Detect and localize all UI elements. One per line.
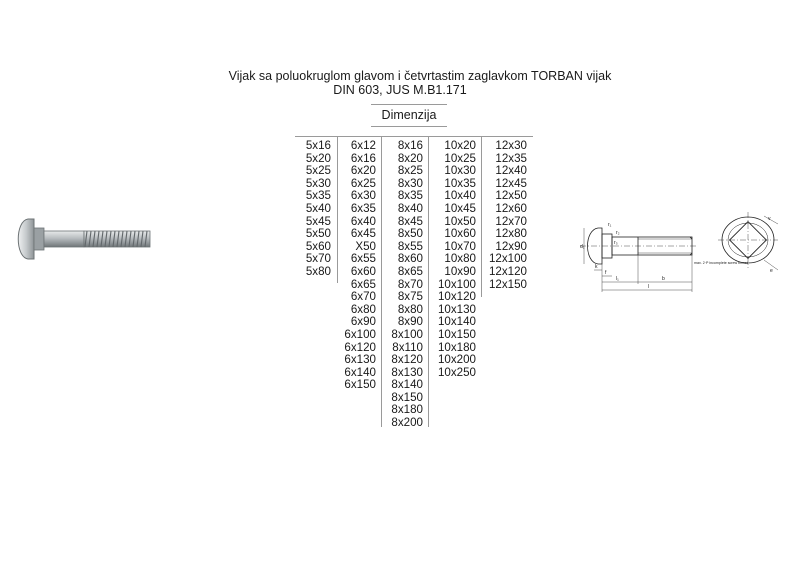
table-cell: 8x55 xyxy=(397,239,423,253)
table-cell: 8x60 xyxy=(397,252,423,266)
table-cell: 5x16 xyxy=(305,139,331,152)
title-line-2: DIN 603, JUS M.B1.171 xyxy=(333,83,467,97)
table-cell: 10x80 xyxy=(444,252,476,266)
table-cell: 6x100 xyxy=(344,327,376,341)
table-cell: 10x150 xyxy=(437,327,476,341)
table-cell: 5x60 xyxy=(305,239,331,253)
label-v: v xyxy=(768,216,771,222)
table-cell: 12x70 xyxy=(495,214,527,228)
table-header: Dimenzija xyxy=(381,108,437,122)
table-cell: 12x50 xyxy=(495,189,527,203)
table-cell: 8x75 xyxy=(397,290,423,304)
header-top-rule xyxy=(371,104,447,105)
header-bottom-rule xyxy=(371,126,447,127)
title-line-1: Vijak sa poluokruglom glavom i četvrtastim zaglavkom TORBAN vijak xyxy=(228,69,612,83)
table-cell: 8x40 xyxy=(397,201,423,215)
label-e: e xyxy=(770,268,773,274)
table-cell: 8x20 xyxy=(397,151,423,165)
table-cell: 5x25 xyxy=(305,164,331,178)
table-cell: 5x50 xyxy=(305,227,331,241)
table-cell: 6x30 xyxy=(350,189,376,203)
table-cell: 10x90 xyxy=(444,264,476,278)
table-cell: 8x140 xyxy=(391,378,423,392)
table-cell: 12x120 xyxy=(488,264,527,278)
label-k: k xyxy=(595,264,598,270)
table-cell: 5x40 xyxy=(305,201,331,215)
table-cell: 10x120 xyxy=(437,290,476,304)
table-column-10mm xyxy=(429,140,476,379)
label-l1: l₁ xyxy=(616,276,619,282)
technical-drawing xyxy=(578,210,783,302)
table-cell: X50 xyxy=(355,239,376,253)
table-cell: 5x30 xyxy=(305,176,331,190)
table-cell: 10x50 xyxy=(444,214,476,228)
label-b: b xyxy=(662,276,665,282)
table-cell: 10x45 xyxy=(444,201,476,215)
table-cell: 12x35 xyxy=(495,151,527,165)
table-cell: 10x250 xyxy=(437,365,476,379)
table-cell: 8x50 xyxy=(397,227,423,241)
table-cell: 8x30 xyxy=(397,176,423,190)
table-cell: 5x70 xyxy=(305,252,331,266)
label-d1: d₁ xyxy=(580,244,585,250)
table-cell: 6x60 xyxy=(350,264,376,278)
label-r1: r₁ xyxy=(608,222,612,228)
table-cell: 6x90 xyxy=(350,315,376,329)
table-cell: 5x80 xyxy=(305,264,331,278)
label-r2: r₂ xyxy=(616,230,620,236)
table-cell: 8x90 xyxy=(397,315,423,329)
table-cell: 6x12 xyxy=(350,139,376,152)
table-cell: 10x20 xyxy=(444,139,476,152)
table-cell: 6x16 xyxy=(350,151,376,165)
carriage-bolt-image xyxy=(12,215,154,263)
table-column-12mm xyxy=(482,140,527,291)
table-cell: 6x140 xyxy=(344,365,376,379)
table-cell: 12x45 xyxy=(495,176,527,190)
table-column-8mm xyxy=(382,140,423,430)
table-cell: 8x16 xyxy=(397,139,423,152)
table-cell: 10x40 xyxy=(444,189,476,203)
table-cell: 8x150 xyxy=(391,390,423,404)
table-cell: 6x70 xyxy=(350,290,376,304)
table-cell: 12x90 xyxy=(495,239,527,253)
table-cell: 8x120 xyxy=(391,353,423,367)
table-column-6mm xyxy=(338,140,376,392)
table-cell: 6x130 xyxy=(344,353,376,367)
table-cell: 6x35 xyxy=(350,201,376,215)
table-cell: 12x150 xyxy=(488,277,527,291)
table-cell: 12x80 xyxy=(495,227,527,241)
table-cell: 6x20 xyxy=(350,164,376,178)
table-cell: 10x100 xyxy=(437,277,476,291)
table-cell: 6x80 xyxy=(350,302,376,316)
table-top-rule xyxy=(295,136,533,137)
table-cell: 8x110 xyxy=(392,340,423,354)
table-cell: 8x80 xyxy=(397,302,423,316)
table-cell: 8x35 xyxy=(397,189,423,203)
table-column-5mm xyxy=(297,140,331,279)
label-thread-note: max. 2·P incomplete screw thread xyxy=(694,261,749,265)
table-cell: 5x45 xyxy=(305,214,331,228)
table-cell: 8x45 xyxy=(397,214,423,228)
table-cell: 8x180 xyxy=(391,403,423,417)
table-cell: 10x140 xyxy=(437,315,476,329)
table-cell: 10x25 xyxy=(444,151,476,165)
table-cell: 5x35 xyxy=(305,189,331,203)
table-cell: 10x35 xyxy=(444,176,476,190)
table-cell: 10x30 xyxy=(444,164,476,178)
table-cell: 12x40 xyxy=(495,164,527,178)
table-cell: 10x130 xyxy=(437,302,476,316)
table-cell: 8x130 xyxy=(391,365,423,379)
label-l: l xyxy=(648,284,650,290)
table-cell: 8x200 xyxy=(391,416,423,430)
table-cell: 10x60 xyxy=(444,227,476,241)
label-f: f xyxy=(605,270,607,276)
table-cell: 8x100 xyxy=(391,327,423,341)
table-cell: 6x65 xyxy=(350,277,376,291)
table-cell: 6x40 xyxy=(350,214,376,228)
table-cell: 12x100 xyxy=(488,252,527,266)
table-cell: 6x120 xyxy=(344,340,376,354)
table-cell: 10x180 xyxy=(437,340,476,354)
table-cell: 12x60 xyxy=(495,201,527,215)
table-cell: 6x55 xyxy=(350,252,376,266)
table-cell: 12x30 xyxy=(495,139,527,152)
table-cell: 8x25 xyxy=(397,164,423,178)
table-cell: 10x70 xyxy=(444,239,476,253)
table-cell: 8x70 xyxy=(397,277,423,291)
table-cell: 10x200 xyxy=(437,353,476,367)
table-cell: 6x150 xyxy=(344,378,376,392)
table-cell: 5x20 xyxy=(305,151,331,165)
label-r3: r₃ xyxy=(614,240,618,246)
table-cell: 6x25 xyxy=(350,176,376,190)
table-cell: 6x45 xyxy=(350,227,376,241)
table-cell: 8x65 xyxy=(397,264,423,278)
